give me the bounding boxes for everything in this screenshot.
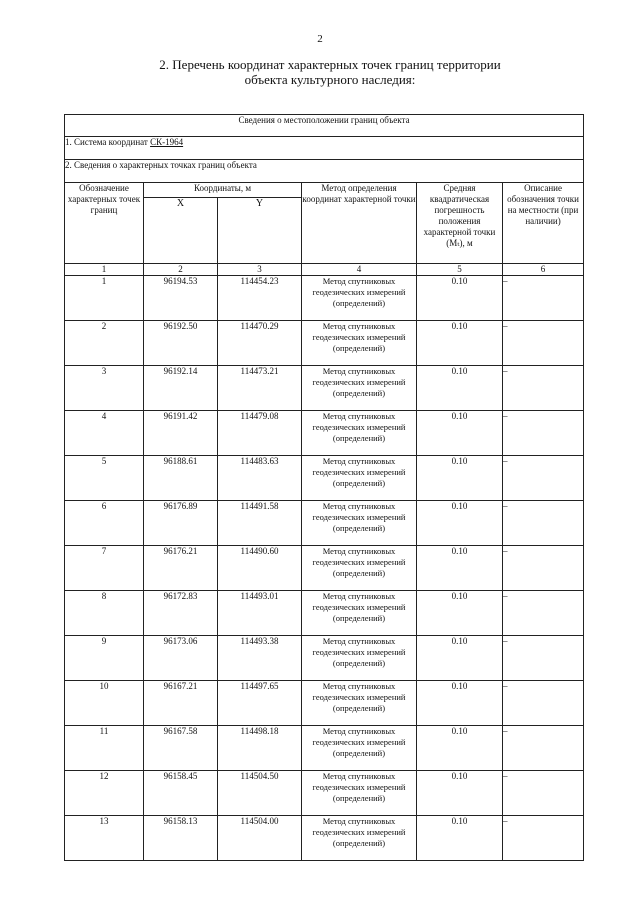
coordinate-y-cell: 114479.08 <box>218 411 302 456</box>
points-section-row <box>65 160 584 183</box>
coordinate-x-cell: 96158.13 <box>144 816 218 861</box>
table-row <box>65 726 584 771</box>
point-number-cell: 9 <box>65 636 144 681</box>
table-row <box>65 366 584 411</box>
coordinate-y-cell: 114504.50 <box>218 771 302 816</box>
error-cell: 0.10 <box>417 591 503 636</box>
table-row <box>65 816 584 861</box>
header-description: Описание обозначения точки на местности (при наличии) <box>503 183 584 264</box>
coordinate-y-cell: 114454.23 <box>218 276 302 321</box>
coordinate-x-cell: 96176.21 <box>144 546 218 591</box>
heading-line-1: 2. Перечень координат характерных точек границ территории <box>159 57 501 72</box>
coordinate-system-cell <box>65 137 584 160</box>
method-cell: Метод спутниковых геодезических измерений (определений) <box>302 771 417 816</box>
coordinate-system-row <box>65 137 584 160</box>
description-cell: – <box>503 366 584 411</box>
coordinate-x-cell: 96172.83 <box>144 591 218 636</box>
description-cell: – <box>503 816 584 861</box>
header-row-1 <box>65 183 584 198</box>
coordinate-y-cell: 114504.00 <box>218 816 302 861</box>
coordinate-x-cell: 96191.42 <box>144 411 218 456</box>
table-row <box>65 591 584 636</box>
table-row <box>65 276 584 321</box>
method-cell: Метод спутниковых геодезических измерений (определений) <box>302 591 417 636</box>
coordinate-y-cell: 114493.01 <box>218 591 302 636</box>
point-number-cell: 10 <box>65 681 144 726</box>
coordinate-x-cell: 96158.45 <box>144 771 218 816</box>
coordinate-x-cell: 96194.53 <box>144 276 218 321</box>
coordinate-y-cell: 114491.58 <box>218 501 302 546</box>
coordinate-y-cell: 114493.38 <box>218 636 302 681</box>
table-row <box>65 681 584 726</box>
method-cell: Метод спутниковых геодезических измерений (определений) <box>302 366 417 411</box>
point-number-cell: 12 <box>65 771 144 816</box>
error-cell: 0.10 <box>417 681 503 726</box>
coordinate-x-cell: 96167.58 <box>144 726 218 771</box>
method-cell: Метод спутниковых геодезических измерений (определений) <box>302 321 417 366</box>
error-cell: 0.10 <box>417 816 503 861</box>
table-row <box>65 411 584 456</box>
coordinate-y-cell: 114473.21 <box>218 366 302 411</box>
coordinate-x-cell: 96173.06 <box>144 636 218 681</box>
error-cell: 0.10 <box>417 501 503 546</box>
point-number-cell: 7 <box>65 546 144 591</box>
header-error: Средняя квадратическая погрешность положения характерной точки (Mₜ), м <box>417 183 503 264</box>
description-cell: – <box>503 591 584 636</box>
table-row <box>65 321 584 366</box>
coordinate-x-cell: 96167.21 <box>144 681 218 726</box>
column-number: 3 <box>218 264 302 276</box>
error-cell: 0.10 <box>417 321 503 366</box>
method-cell: Метод спутниковых геодезических измерений (определений) <box>302 276 417 321</box>
coordinate-y-cell: 114483.63 <box>218 456 302 501</box>
column-number: 1 <box>65 264 144 276</box>
table-row <box>65 501 584 546</box>
column-number: 2 <box>144 264 218 276</box>
method-cell: Метод спутниковых геодезических измерений (определений) <box>302 456 417 501</box>
point-number-cell: 13 <box>65 816 144 861</box>
coordinate-y-cell: 114498.18 <box>218 726 302 771</box>
page-heading <box>60 57 600 87</box>
error-cell: 0.10 <box>417 456 503 501</box>
method-cell: Метод спутниковых геодезических измерений (определений) <box>302 816 417 861</box>
description-cell: – <box>503 276 584 321</box>
method-cell: Метод спутниковых геодезических измерений (определений) <box>302 636 417 681</box>
coordinate-x-cell: 96176.89 <box>144 501 218 546</box>
column-number: 4 <box>302 264 417 276</box>
error-cell: 0.10 <box>417 546 503 591</box>
coordinate-x-cell: 96192.50 <box>144 321 218 366</box>
coordinate-system-name: СК-1964 <box>150 137 184 147</box>
table-title-row <box>65 115 584 137</box>
coordinate-y-cell: 114470.29 <box>218 321 302 366</box>
description-cell: – <box>503 726 584 771</box>
error-cell: 0.10 <box>417 726 503 771</box>
table-row <box>65 636 584 681</box>
point-number-cell: 4 <box>65 411 144 456</box>
header-x: X <box>144 198 218 264</box>
point-number-cell: 5 <box>65 456 144 501</box>
header-coordinates: Координаты, м <box>144 183 302 198</box>
column-numbers-row <box>65 264 584 276</box>
header-method: Метод определения координат характерной точки <box>302 183 417 264</box>
point-number-cell: 1 <box>65 276 144 321</box>
page-number: 2 <box>317 33 323 45</box>
coordinate-x-cell: 96192.14 <box>144 366 218 411</box>
method-cell: Метод спутниковых геодезических измерений (определений) <box>302 411 417 456</box>
coordinate-y-cell: 114497.65 <box>218 681 302 726</box>
description-cell: – <box>503 771 584 816</box>
method-cell: Метод спутниковых геодезических измерений (определений) <box>302 726 417 771</box>
header-y: Y <box>218 198 302 264</box>
table-row <box>65 771 584 816</box>
table-row <box>65 546 584 591</box>
error-cell: 0.10 <box>417 411 503 456</box>
point-number-cell: 6 <box>65 501 144 546</box>
description-cell: – <box>503 546 584 591</box>
description-cell: – <box>503 681 584 726</box>
coordinate-x-cell: 96188.61 <box>144 456 218 501</box>
description-cell: – <box>503 501 584 546</box>
coordinate-y-cell: 114490.60 <box>218 546 302 591</box>
error-cell: 0.10 <box>417 771 503 816</box>
coordinate-system-label: 1. Система координат <box>65 137 148 147</box>
header-designation: Обозначение характерных точек границ <box>65 183 144 264</box>
error-cell: 0.10 <box>417 366 503 411</box>
point-number-cell: 11 <box>65 726 144 771</box>
column-number: 5 <box>417 264 503 276</box>
description-cell: – <box>503 321 584 366</box>
table-title: Сведения о местоположении границ объекта <box>65 115 584 137</box>
column-number: 6 <box>503 264 584 276</box>
description-cell: – <box>503 456 584 501</box>
point-number-cell: 2 <box>65 321 144 366</box>
description-cell: – <box>503 411 584 456</box>
error-cell: 0.10 <box>417 276 503 321</box>
point-number-cell: 3 <box>65 366 144 411</box>
method-cell: Метод спутниковых геодезических измерений (определений) <box>302 681 417 726</box>
table-row <box>65 456 584 501</box>
error-cell: 0.10 <box>417 636 503 681</box>
heading-line-2: объекта культурного наследия: <box>244 72 416 87</box>
point-number-cell: 8 <box>65 591 144 636</box>
method-cell: Метод спутниковых геодезических измерений (определений) <box>302 501 417 546</box>
method-cell: Метод спутниковых геодезических измерений (определений) <box>302 546 417 591</box>
coordinates-table <box>64 114 584 861</box>
description-cell: – <box>503 636 584 681</box>
points-section-title: 2. Сведения о характерных точках границ объекта <box>65 160 584 183</box>
